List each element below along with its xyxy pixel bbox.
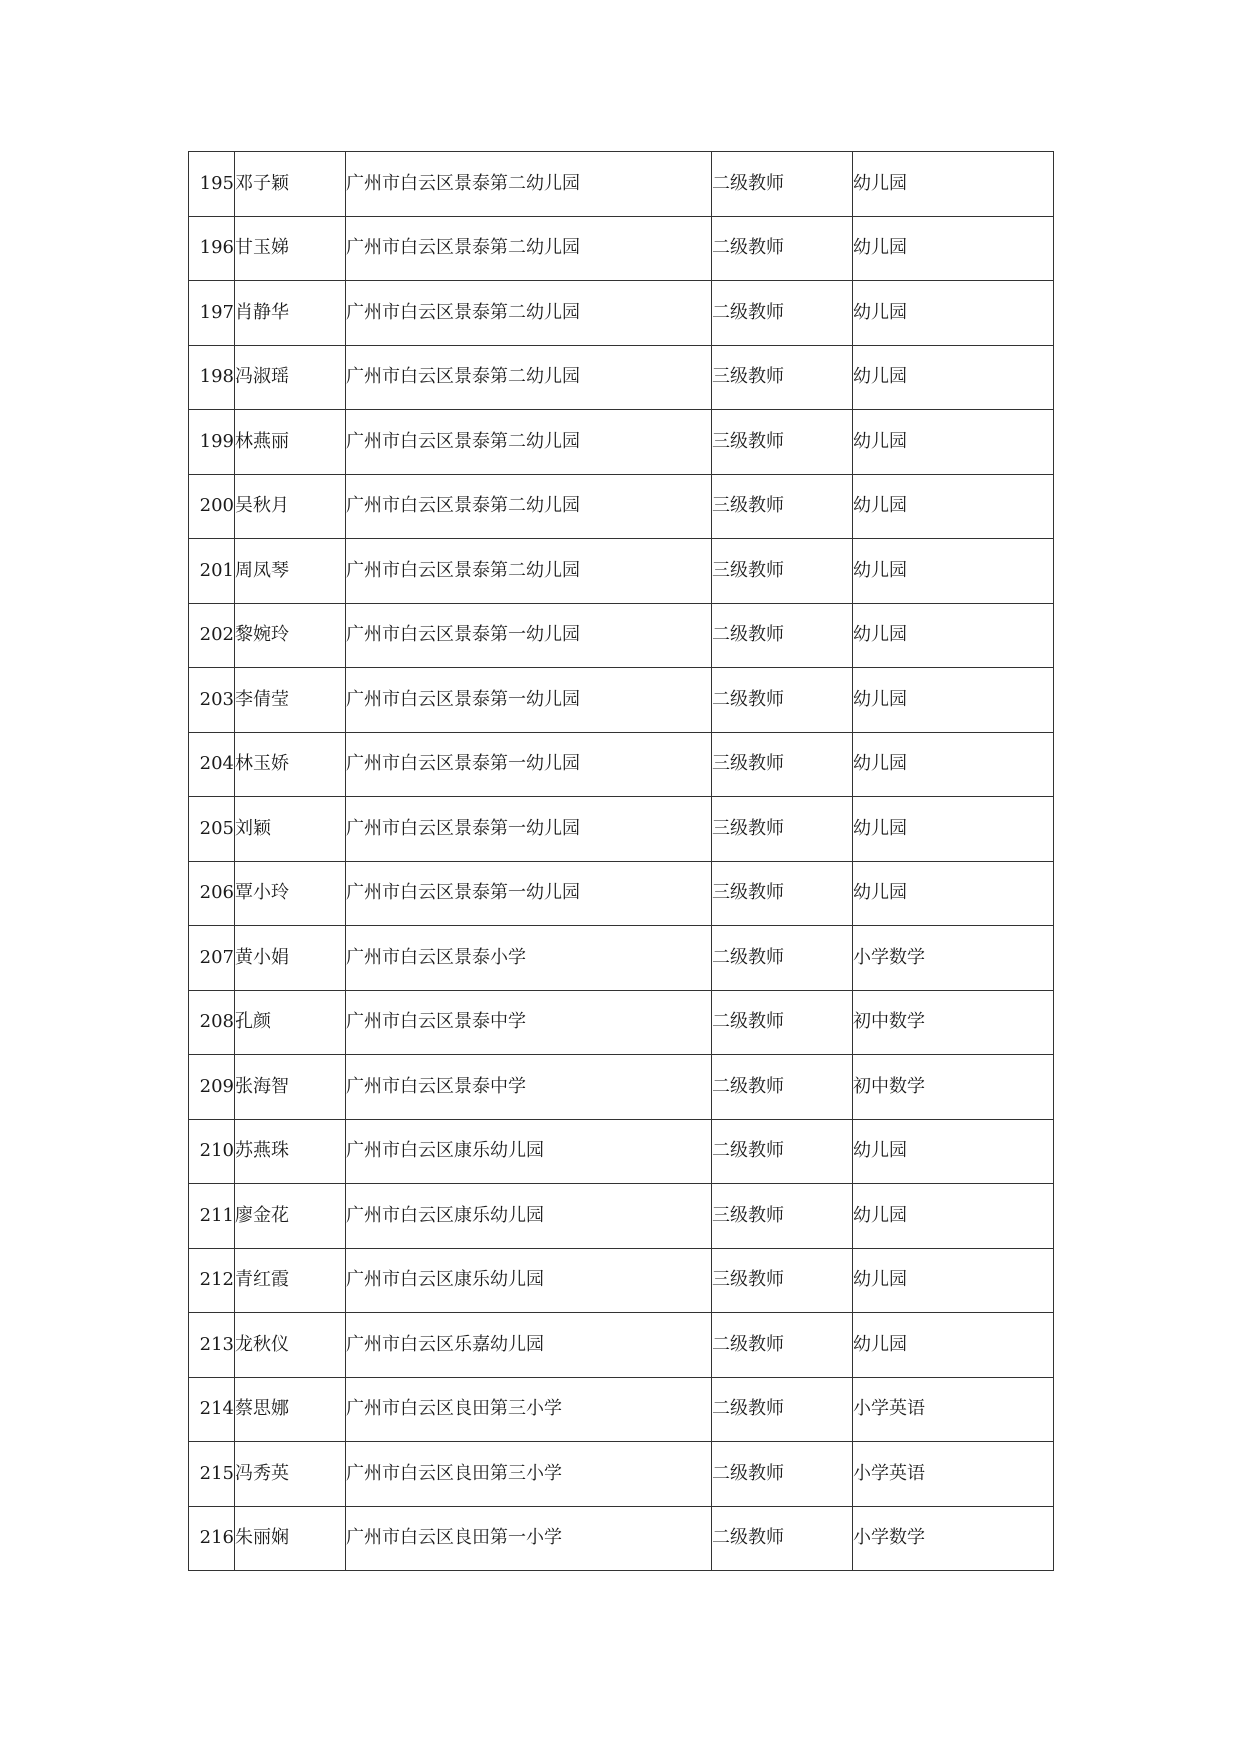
subject-cell: 幼儿园 xyxy=(853,732,1054,797)
school-name-cell: 广州市白云区景泰第一幼儿园 xyxy=(346,603,712,668)
teacher-name-cell: 林玉娇 xyxy=(235,732,346,797)
table-row xyxy=(189,474,1054,539)
table-row xyxy=(189,1442,1054,1507)
school-name-cell: 广州市白云区景泰第二幼儿园 xyxy=(346,474,712,539)
row-number-cell: 203 xyxy=(189,668,235,733)
subject-cell: 幼儿园 xyxy=(853,861,1054,926)
school-name-cell: 广州市白云区景泰第二幼儿园 xyxy=(346,345,712,410)
teacher-grade-cell: 二级教师 xyxy=(712,1055,853,1120)
teacher-name-cell: 覃小玲 xyxy=(235,861,346,926)
school-name-cell: 广州市白云区景泰第一幼儿园 xyxy=(346,732,712,797)
table-row xyxy=(189,1055,1054,1120)
teacher-name-cell: 邓子颖 xyxy=(235,152,346,217)
row-number-cell: 216 xyxy=(189,1506,235,1571)
school-name-cell: 广州市白云区良田第三小学 xyxy=(346,1377,712,1442)
subject-cell: 幼儿园 xyxy=(853,1313,1054,1378)
teacher-name-cell: 吴秋月 xyxy=(235,474,346,539)
table-row xyxy=(189,410,1054,475)
row-number-cell: 213 xyxy=(189,1313,235,1378)
teacher-grade-cell: 三级教师 xyxy=(712,1184,853,1249)
teacher-grade-cell: 二级教师 xyxy=(712,990,853,1055)
school-name-cell: 广州市白云区景泰第二幼儿园 xyxy=(346,281,712,346)
school-name-cell: 广州市白云区景泰小学 xyxy=(346,926,712,991)
table-row xyxy=(189,861,1054,926)
school-name-cell: 广州市白云区康乐幼儿园 xyxy=(346,1119,712,1184)
teacher-name-cell: 刘颖 xyxy=(235,797,346,862)
row-number-cell: 204 xyxy=(189,732,235,797)
teacher-name-cell: 孔颜 xyxy=(235,990,346,1055)
teacher-grade-cell: 三级教师 xyxy=(712,474,853,539)
school-name-cell: 广州市白云区景泰第一幼儿园 xyxy=(346,861,712,926)
school-name-cell: 广州市白云区康乐幼儿园 xyxy=(346,1248,712,1313)
teacher-grade-cell: 二级教师 xyxy=(712,603,853,668)
subject-cell: 幼儿园 xyxy=(853,668,1054,733)
subject-cell: 初中数学 xyxy=(853,1055,1054,1120)
subject-cell: 幼儿园 xyxy=(853,410,1054,475)
teacher-name-cell: 龙秋仪 xyxy=(235,1313,346,1378)
table-row xyxy=(189,797,1054,862)
teacher-grade-cell: 三级教师 xyxy=(712,732,853,797)
teacher-name-cell: 廖金花 xyxy=(235,1184,346,1249)
teacher-name-cell: 林燕丽 xyxy=(235,410,346,475)
subject-cell: 小学数学 xyxy=(853,1506,1054,1571)
teacher-grade-cell: 二级教师 xyxy=(712,281,853,346)
roster-body xyxy=(189,152,1054,1571)
row-number-cell: 206 xyxy=(189,861,235,926)
table-row xyxy=(189,926,1054,991)
table-row xyxy=(189,539,1054,604)
school-name-cell: 广州市白云区景泰第二幼儿园 xyxy=(346,152,712,217)
row-number-cell: 202 xyxy=(189,603,235,668)
row-number-cell: 195 xyxy=(189,152,235,217)
teacher-grade-cell: 三级教师 xyxy=(712,861,853,926)
teacher-grade-cell: 二级教师 xyxy=(712,1313,853,1378)
school-name-cell: 广州市白云区景泰第一幼儿园 xyxy=(346,668,712,733)
school-name-cell: 广州市白云区景泰第二幼儿园 xyxy=(346,539,712,604)
teacher-grade-cell: 二级教师 xyxy=(712,1442,853,1507)
school-name-cell: 广州市白云区良田第一小学 xyxy=(346,1506,712,1571)
table-row xyxy=(189,1184,1054,1249)
teacher-name-cell: 李倩莹 xyxy=(235,668,346,733)
subject-cell: 幼儿园 xyxy=(853,797,1054,862)
teacher-grade-cell: 二级教师 xyxy=(712,1377,853,1442)
table-row xyxy=(189,152,1054,217)
teacher-roster-table xyxy=(188,151,1054,1571)
teacher-name-cell: 冯秀英 xyxy=(235,1442,346,1507)
school-name-cell: 广州市白云区景泰中学 xyxy=(346,1055,712,1120)
subject-cell: 幼儿园 xyxy=(853,1184,1054,1249)
subject-cell: 小学英语 xyxy=(853,1377,1054,1442)
subject-cell: 小学英语 xyxy=(853,1442,1054,1507)
teacher-grade-cell: 二级教师 xyxy=(712,1506,853,1571)
subject-cell: 幼儿园 xyxy=(853,1119,1054,1184)
row-number-cell: 205 xyxy=(189,797,235,862)
teacher-grade-cell: 二级教师 xyxy=(712,1119,853,1184)
row-number-cell: 211 xyxy=(189,1184,235,1249)
subject-cell: 幼儿园 xyxy=(853,539,1054,604)
table-row xyxy=(189,1377,1054,1442)
school-name-cell: 广州市白云区康乐幼儿园 xyxy=(346,1184,712,1249)
row-number-cell: 212 xyxy=(189,1248,235,1313)
teacher-name-cell: 黄小娟 xyxy=(235,926,346,991)
table-row xyxy=(189,216,1054,281)
school-name-cell: 广州市白云区景泰第一幼儿园 xyxy=(346,797,712,862)
teacher-grade-cell: 三级教师 xyxy=(712,1248,853,1313)
table-row xyxy=(189,603,1054,668)
teacher-grade-cell: 二级教师 xyxy=(712,216,853,281)
teacher-grade-cell: 三级教师 xyxy=(712,345,853,410)
teacher-grade-cell: 三级教师 xyxy=(712,410,853,475)
subject-cell: 幼儿园 xyxy=(853,603,1054,668)
teacher-name-cell: 苏燕珠 xyxy=(235,1119,346,1184)
table-row xyxy=(189,1313,1054,1378)
subject-cell: 幼儿园 xyxy=(853,216,1054,281)
table-row xyxy=(189,281,1054,346)
table-row xyxy=(189,345,1054,410)
school-name-cell: 广州市白云区乐嘉幼儿园 xyxy=(346,1313,712,1378)
teacher-name-cell: 黎婉玲 xyxy=(235,603,346,668)
subject-cell: 幼儿园 xyxy=(853,1248,1054,1313)
teacher-name-cell: 冯淑瑶 xyxy=(235,345,346,410)
table-row xyxy=(189,1248,1054,1313)
table-row xyxy=(189,990,1054,1055)
row-number-cell: 208 xyxy=(189,990,235,1055)
teacher-name-cell: 周凤琴 xyxy=(235,539,346,604)
teacher-name-cell: 蔡思娜 xyxy=(235,1377,346,1442)
row-number-cell: 197 xyxy=(189,281,235,346)
school-name-cell: 广州市白云区景泰第二幼儿园 xyxy=(346,410,712,475)
teacher-grade-cell: 二级教师 xyxy=(712,668,853,733)
subject-cell: 幼儿园 xyxy=(853,345,1054,410)
row-number-cell: 198 xyxy=(189,345,235,410)
table-row xyxy=(189,1119,1054,1184)
row-number-cell: 210 xyxy=(189,1119,235,1184)
teacher-name-cell: 青红霞 xyxy=(235,1248,346,1313)
subject-cell: 幼儿园 xyxy=(853,281,1054,346)
school-name-cell: 广州市白云区良田第三小学 xyxy=(346,1442,712,1507)
subject-cell: 幼儿园 xyxy=(853,474,1054,539)
table-row xyxy=(189,1506,1054,1571)
teacher-name-cell: 张海智 xyxy=(235,1055,346,1120)
teacher-name-cell: 甘玉娣 xyxy=(235,216,346,281)
subject-cell: 初中数学 xyxy=(853,990,1054,1055)
school-name-cell: 广州市白云区景泰中学 xyxy=(346,990,712,1055)
teacher-name-cell: 朱丽娴 xyxy=(235,1506,346,1571)
teacher-name-cell: 肖静华 xyxy=(235,281,346,346)
teacher-grade-cell: 三级教师 xyxy=(712,539,853,604)
row-number-cell: 201 xyxy=(189,539,235,604)
row-number-cell: 214 xyxy=(189,1377,235,1442)
teacher-grade-cell: 二级教师 xyxy=(712,152,853,217)
table-row xyxy=(189,732,1054,797)
row-number-cell: 207 xyxy=(189,926,235,991)
row-number-cell: 196 xyxy=(189,216,235,281)
row-number-cell: 200 xyxy=(189,474,235,539)
table-row xyxy=(189,668,1054,733)
school-name-cell: 广州市白云区景泰第二幼儿园 xyxy=(346,216,712,281)
row-number-cell: 199 xyxy=(189,410,235,475)
subject-cell: 幼儿园 xyxy=(853,152,1054,217)
row-number-cell: 209 xyxy=(189,1055,235,1120)
row-number-cell: 215 xyxy=(189,1442,235,1507)
teacher-grade-cell: 三级教师 xyxy=(712,797,853,862)
teacher-grade-cell: 二级教师 xyxy=(712,926,853,991)
subject-cell: 小学数学 xyxy=(853,926,1054,991)
